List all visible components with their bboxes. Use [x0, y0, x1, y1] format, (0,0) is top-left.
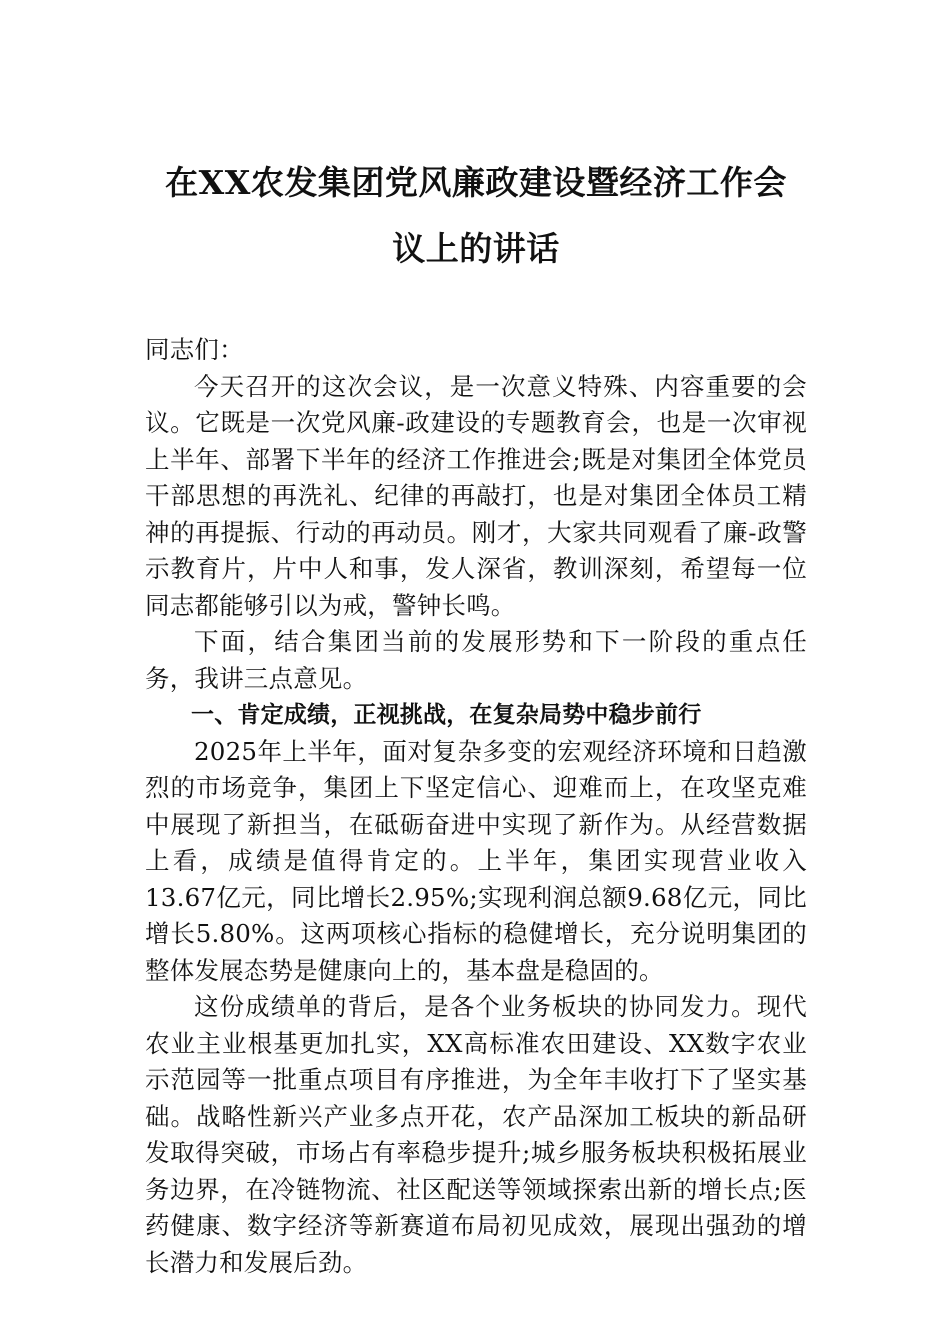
salutation: 同志们：: [145, 335, 244, 364]
intro-paragraph-2: 下面，结合集团当前的发展形势和下一阶段的重点任务，我讲三点意见。: [145, 627, 807, 693]
document-page: [145, 150, 807, 1281]
intro-paragraph-1: 今天召开的这次会议，是一次意义特殊、内容重要的会议。它既是一次党风廉-政建设的专题教育会，也是一次审视上半年、部署下半年的经济工作推进会;既是对集团全体党员干部思想的再洗礼、纪律的再敲打，也是对集团全体员工精神的再提振、行动的再动员。刚才，大家共同观看了廉-政警示教育片，片中人和事，发人深省，教训深刻，希望每一位同志都能够引以为戒，警钟长鸣。: [145, 371, 807, 620]
section-1-paragraph-1: 2025年上半年，面对复杂多变的宏观经济环境和日趋激烈的市场竞争，集团上下坚定信心、迎难而上，在攻坚克难中展现了新担当，在砥砺奋进中实现了新作为。从经营数据上看，成绩是值得肯定的。上半年，集团实现营业收入13.67亿元，同比增长2.95%;实现利润总额9.68亿元，同比增长5.80%。这两项核心指标的稳健增长，充分说明集团的整体发展态势是健康向上的，基本盘是稳固的。: [145, 736, 807, 985]
document-body: [145, 332, 807, 1281]
title-line-2: 议上的讲话: [392, 229, 560, 268]
section-1-heading: 一、肯定成绩，正视挑战，在复杂局势中稳步前行: [191, 702, 702, 728]
title-line-1: 在XX农发集团党风廉政建设暨经济工作会: [165, 163, 787, 202]
document-title: [145, 150, 807, 282]
section-1-paragraph-2: 这份成绩单的背后，是各个业务板块的协同发力。现代农业主业根基更加扎实，XX高标准农田建设、XX数字农业示范园等一批重点项目有序推进，为全年丰收打下了坚实基础。战略性新兴产业多点开花，农产品深加工板块的新品研发取得突破，市场占有率稳步提升;城乡服务板块积极拓展业务边界，在冷链物流、社区配送等领域探索出新的增长点;医药健康、数字经济等新赛道布局初见成效，展现出强劲的增长潜力和发展后劲。: [145, 992, 807, 1277]
